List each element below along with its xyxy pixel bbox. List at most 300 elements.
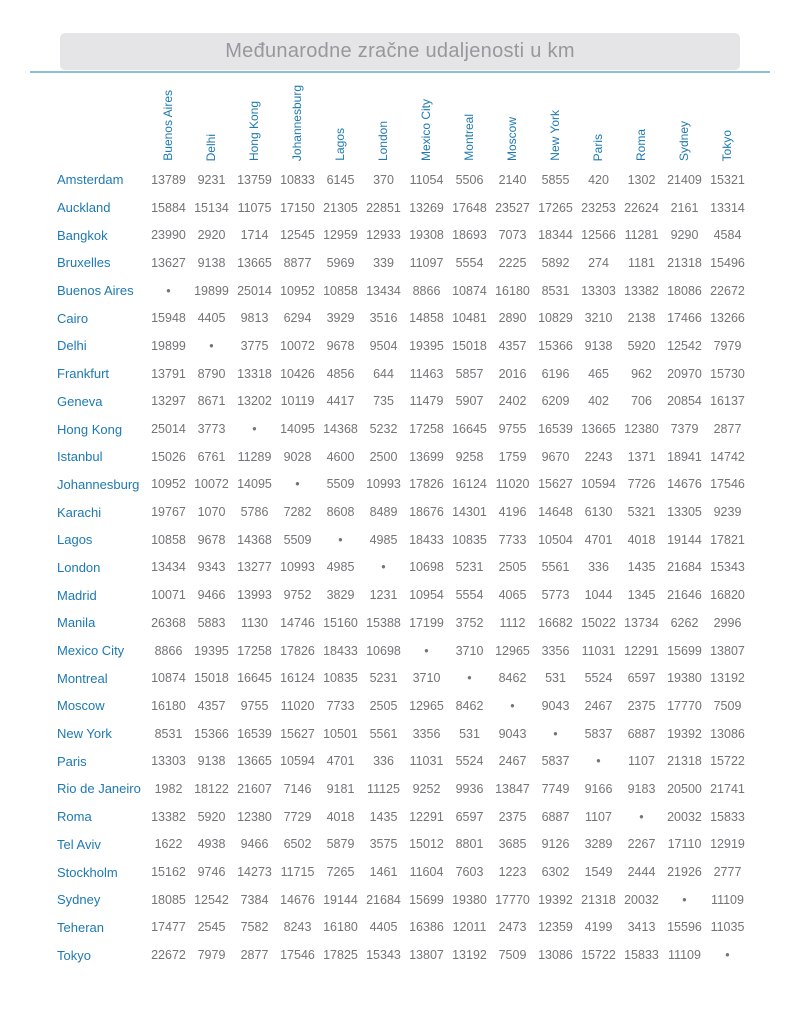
distance-cell: 5509 xyxy=(326,477,355,492)
distance-cell: 7146 xyxy=(283,781,312,796)
distance-cell: 20032 xyxy=(624,892,659,907)
distance-cell: 5554 xyxy=(455,588,484,603)
distance-cell: 339 xyxy=(373,255,394,270)
page-title-bar xyxy=(60,33,740,70)
distance-table xyxy=(57,74,749,969)
distance-cell: 6887 xyxy=(627,726,656,741)
column-header-label: Johannesburg xyxy=(290,84,304,161)
self-distance-bullet: • xyxy=(596,754,601,769)
distance-cell: 16180 xyxy=(495,283,530,298)
distance-cell: 9755 xyxy=(240,698,269,713)
distance-cell: 2375 xyxy=(498,809,527,824)
distance-cell: 9181 xyxy=(326,781,355,796)
distance-cell: 11031 xyxy=(581,643,616,658)
distance-cell: 3710 xyxy=(455,643,484,658)
distance-cell: 9755 xyxy=(498,422,527,437)
distance-cell: 13086 xyxy=(710,726,745,741)
distance-cell: 14676 xyxy=(280,892,315,907)
distance-cell: 7729 xyxy=(283,809,312,824)
distance-cell: 9504 xyxy=(369,338,398,353)
table-row xyxy=(57,637,749,665)
distance-cell: 2473 xyxy=(498,920,527,935)
distance-cell: 15833 xyxy=(710,809,745,824)
column-header-cell xyxy=(147,74,190,166)
column-header-label: Mexico City xyxy=(419,98,433,161)
distance-cell: 13665 xyxy=(581,422,616,437)
distance-cell: 13789 xyxy=(151,172,186,187)
distance-cell: 6145 xyxy=(326,172,355,187)
distance-cell: 20854 xyxy=(667,394,702,409)
distance-cell: 9670 xyxy=(541,449,570,464)
column-header-label: Hong Kong xyxy=(247,100,261,161)
distance-cell: 4701 xyxy=(326,754,355,769)
distance-cell: 17258 xyxy=(237,643,272,658)
distance-cell: 19767 xyxy=(151,505,186,520)
distance-cell: 17770 xyxy=(667,698,702,713)
distance-cell: 2267 xyxy=(627,837,656,852)
distance-cell: 1435 xyxy=(369,809,398,824)
distance-cell: 21318 xyxy=(667,754,702,769)
distance-cell: 3775 xyxy=(240,338,269,353)
distance-cell: 1549 xyxy=(584,865,613,880)
distance-cell: 5524 xyxy=(584,671,613,686)
column-header-label: Montreal xyxy=(462,114,476,161)
distance-cell: 11035 xyxy=(710,920,745,935)
table-row xyxy=(57,581,749,609)
distance-cell: 10993 xyxy=(280,560,315,575)
column-header-cell xyxy=(319,74,362,166)
distance-cell: 15627 xyxy=(280,726,315,741)
distance-cell: 8462 xyxy=(498,671,527,686)
distance-cell: 17826 xyxy=(280,643,315,658)
distance-cell: 3516 xyxy=(369,311,398,326)
distance-cell: 9466 xyxy=(197,588,226,603)
self-distance-bullet: • xyxy=(467,671,472,686)
distance-cell: 15366 xyxy=(538,338,573,353)
distance-cell: 20970 xyxy=(667,366,702,381)
distance-cell: 531 xyxy=(545,671,566,686)
distance-cell: 10833 xyxy=(280,172,315,187)
distance-cell: 10072 xyxy=(194,477,229,492)
distance-cell: 9138 xyxy=(584,338,613,353)
self-distance-bullet: • xyxy=(510,698,515,713)
distance-cell: 12011 xyxy=(452,920,487,935)
distance-cell: 15722 xyxy=(581,948,616,963)
distance-cell: 9138 xyxy=(197,754,226,769)
distance-cell: 12380 xyxy=(624,422,659,437)
column-header-cell xyxy=(706,74,749,166)
distance-cell: 4357 xyxy=(197,698,226,713)
distance-cell: 10993 xyxy=(366,477,401,492)
distance-cell: 13277 xyxy=(237,560,272,575)
distance-cell: 14368 xyxy=(237,532,272,547)
distance-cell: 3752 xyxy=(455,615,484,630)
distance-cell: 15343 xyxy=(366,948,401,963)
distance-cell: 14273 xyxy=(237,865,272,880)
table-row xyxy=(57,858,749,886)
distance-cell: 18086 xyxy=(667,283,702,298)
distance-cell: 22672 xyxy=(710,283,745,298)
distance-cell: 6597 xyxy=(627,671,656,686)
distance-cell: 13086 xyxy=(538,948,573,963)
row-label: Lagos xyxy=(57,532,93,548)
distance-cell: 10698 xyxy=(409,560,444,575)
distance-cell: 14095 xyxy=(237,477,272,492)
distance-cell: 10835 xyxy=(323,671,358,686)
distance-cell: 16539 xyxy=(237,726,272,741)
distance-cell: 9028 xyxy=(283,449,312,464)
distance-cell: 13665 xyxy=(237,754,272,769)
distance-cell: 16180 xyxy=(323,920,358,935)
distance-cell: 7603 xyxy=(455,865,484,880)
distance-cell: 23527 xyxy=(495,200,530,215)
distance-cell: 4018 xyxy=(627,532,656,547)
distance-cell: 8462 xyxy=(455,698,484,713)
distance-cell: 7726 xyxy=(627,477,656,492)
distance-cell: 8801 xyxy=(455,837,484,852)
distance-cell: 6262 xyxy=(670,615,699,630)
table-row xyxy=(57,498,749,526)
distance-cell: 6294 xyxy=(283,311,312,326)
distance-cell: 15343 xyxy=(710,560,745,575)
distance-cell: 13847 xyxy=(495,781,530,796)
distance-cell: 4065 xyxy=(498,588,527,603)
distance-cell: 1982 xyxy=(154,781,183,796)
row-label: Manila xyxy=(57,615,96,631)
row-label: Paris xyxy=(57,753,87,769)
distance-cell: 1759 xyxy=(498,449,527,464)
table-row xyxy=(57,526,749,554)
distance-cell: 11020 xyxy=(495,477,530,492)
column-header-label: Delhi xyxy=(204,133,218,161)
distance-cell: 7265 xyxy=(326,865,355,880)
distance-cell: 22672 xyxy=(151,948,186,963)
distance-cell: 19392 xyxy=(667,726,702,741)
distance-cell: 15699 xyxy=(667,643,702,658)
distance-cell: 13993 xyxy=(237,588,272,603)
distance-cell: 11031 xyxy=(409,754,444,769)
distance-cell: 15884 xyxy=(151,200,186,215)
distance-cell: 12291 xyxy=(409,809,444,824)
distance-cell: 9678 xyxy=(326,338,355,353)
distance-cell: 274 xyxy=(588,255,609,270)
table-row xyxy=(57,166,749,194)
distance-cell: 10504 xyxy=(538,532,573,547)
distance-cell: 2375 xyxy=(627,698,656,713)
distance-cell: 5892 xyxy=(541,255,570,270)
distance-cell: 5561 xyxy=(541,560,570,575)
distance-cell: 7582 xyxy=(240,920,269,935)
distance-cell: 1112 xyxy=(499,615,526,630)
distance-cell: 6761 xyxy=(197,449,226,464)
column-header-cell xyxy=(362,74,405,166)
table-row xyxy=(57,886,749,914)
distance-cell: 2877 xyxy=(713,422,742,437)
distance-cell: 9138 xyxy=(197,255,226,270)
row-label: London xyxy=(57,559,101,575)
distance-cell: 9231 xyxy=(197,172,226,187)
distance-cell: 15627 xyxy=(538,477,573,492)
distance-cell: 4985 xyxy=(369,532,398,547)
distance-cell: 17265 xyxy=(538,200,573,215)
distance-cell: 8531 xyxy=(541,283,570,298)
distance-cell: 9166 xyxy=(584,781,613,796)
row-label: Teheran xyxy=(57,919,104,935)
distance-cell: 6302 xyxy=(541,865,570,880)
distance-cell: 22624 xyxy=(624,200,659,215)
distance-cell: 7733 xyxy=(498,532,527,547)
distance-cell: 4018 xyxy=(326,809,355,824)
distance-cell: 13382 xyxy=(624,283,659,298)
distance-cell: 9466 xyxy=(240,837,269,852)
distance-cell: 10858 xyxy=(151,532,186,547)
distance-cell: 13305 xyxy=(667,505,702,520)
distance-cell: 19899 xyxy=(151,338,186,353)
distance-cell: 15596 xyxy=(667,920,702,935)
column-header-label: Roma xyxy=(634,128,648,161)
distance-cell: 12566 xyxy=(581,228,616,243)
distance-cell: 1461 xyxy=(369,865,398,880)
distance-cell: 11125 xyxy=(367,781,400,796)
distance-cell: 21318 xyxy=(667,255,702,270)
distance-cell: 19144 xyxy=(323,892,358,907)
distance-cell: 12291 xyxy=(624,643,659,658)
distance-cell: 19380 xyxy=(667,671,702,686)
distance-cell: 11020 xyxy=(280,698,315,713)
distance-cell: 15160 xyxy=(323,615,358,630)
distance-cell: 9043 xyxy=(541,698,570,713)
distance-cell: 10481 xyxy=(452,311,487,326)
distance-cell: 12380 xyxy=(237,809,272,824)
row-label: Johannesburg xyxy=(57,476,140,492)
distance-cell: 14858 xyxy=(409,311,444,326)
table-row xyxy=(57,360,749,388)
distance-cell: 5969 xyxy=(326,255,355,270)
row-label: Moscow xyxy=(57,698,105,714)
distance-cell: 21646 xyxy=(667,588,702,603)
distance-cell: 9752 xyxy=(283,588,312,603)
distance-cell: 2225 xyxy=(498,255,527,270)
distance-cell: 6130 xyxy=(584,505,613,520)
distance-cell: 15026 xyxy=(151,449,186,464)
distance-cell: 11289 xyxy=(237,449,272,464)
self-distance-bullet: • xyxy=(295,477,300,492)
column-header-cell xyxy=(190,74,233,166)
column-header-label: Buenos Aires xyxy=(161,90,175,161)
distance-cell: 10119 xyxy=(280,394,315,409)
distance-cell: 2467 xyxy=(498,754,527,769)
distance-cell: 13627 xyxy=(151,255,186,270)
distance-cell: 12542 xyxy=(194,892,229,907)
distance-cell: 11109 xyxy=(711,892,744,907)
distance-cell: 17648 xyxy=(452,200,487,215)
distance-cell: 25014 xyxy=(237,283,272,298)
distance-cell: 6597 xyxy=(455,809,484,824)
distance-cell: 4985 xyxy=(326,560,355,575)
row-label: Istanbul xyxy=(57,449,103,465)
distance-cell: 11715 xyxy=(280,865,315,880)
distance-cell: 2500 xyxy=(369,449,398,464)
distance-cell: 8531 xyxy=(154,726,183,741)
self-distance-bullet: • xyxy=(553,726,558,741)
self-distance-bullet: • xyxy=(682,892,687,907)
distance-cell: 9239 xyxy=(713,505,742,520)
column-header-label: Paris xyxy=(591,133,605,161)
distance-cell: 15012 xyxy=(409,837,444,852)
distance-cell: 15321 xyxy=(710,172,745,187)
distance-cell: 12545 xyxy=(280,228,315,243)
distance-cell: 5883 xyxy=(197,615,226,630)
table-row xyxy=(57,720,749,748)
distance-cell: 16137 xyxy=(710,394,745,409)
distance-cell: 2140 xyxy=(498,172,527,187)
distance-cell: 4196 xyxy=(498,505,527,520)
distance-cell: 10594 xyxy=(280,754,315,769)
distance-cell: 7979 xyxy=(197,948,226,963)
distance-cell: 5855 xyxy=(541,172,570,187)
distance-cell: 531 xyxy=(459,726,480,741)
distance-cell: 17546 xyxy=(710,477,745,492)
distance-cell: 3829 xyxy=(326,588,355,603)
distance-cell: 10426 xyxy=(280,366,315,381)
distance-cell: 18122 xyxy=(194,781,229,796)
distance-cell: 15162 xyxy=(151,865,186,880)
row-label: Rio de Janeiro xyxy=(57,781,141,797)
row-label: New York xyxy=(57,726,112,742)
distance-cell: 11604 xyxy=(409,865,444,880)
distance-cell: 5920 xyxy=(627,338,656,353)
table-row xyxy=(57,831,749,859)
distance-cell: 19392 xyxy=(538,892,573,907)
table-row xyxy=(57,249,749,277)
distance-cell: 18085 xyxy=(151,892,186,907)
distance-cell: 14301 xyxy=(452,505,487,520)
table-row xyxy=(57,221,749,249)
row-label: Sydney xyxy=(57,892,101,908)
distance-cell: 8671 xyxy=(197,394,226,409)
table-row xyxy=(57,443,749,471)
distance-cell: 15018 xyxy=(194,671,229,686)
distance-cell: 5907 xyxy=(455,394,484,409)
distance-cell: 2505 xyxy=(369,698,398,713)
self-distance-bullet: • xyxy=(338,532,343,547)
distance-cell: 19380 xyxy=(452,892,487,907)
distance-cell: 11075 xyxy=(237,200,272,215)
distance-cell: 12933 xyxy=(366,228,401,243)
distance-cell: 12919 xyxy=(710,837,745,852)
distance-cell: 17258 xyxy=(409,422,444,437)
row-label: Stockholm xyxy=(57,864,118,880)
table-row xyxy=(57,304,749,332)
distance-cell: 20500 xyxy=(667,781,702,796)
table-row xyxy=(57,609,749,637)
distance-cell: 2467 xyxy=(584,698,613,713)
column-header-label: London xyxy=(376,120,390,161)
distance-cell: 5857 xyxy=(455,366,484,381)
distance-cell: 6502 xyxy=(283,837,312,852)
column-header-label: Lagos xyxy=(333,128,347,161)
table-row xyxy=(57,277,749,305)
distance-cell: 16124 xyxy=(280,671,315,686)
distance-cell: 5879 xyxy=(326,837,355,852)
distance-cell: 7979 xyxy=(713,338,742,353)
column-header-cell xyxy=(405,74,448,166)
distance-cell: 735 xyxy=(373,394,394,409)
distance-cell: 7073 xyxy=(498,228,527,243)
distance-cell: 1070 xyxy=(197,505,226,520)
column-header-cell xyxy=(491,74,534,166)
distance-cell: 19308 xyxy=(409,228,444,243)
distance-cell: 706 xyxy=(631,394,652,409)
distance-cell: 14648 xyxy=(538,505,573,520)
distance-cell: 15366 xyxy=(194,726,229,741)
distance-cell: 17825 xyxy=(323,948,358,963)
distance-cell: 6196 xyxy=(541,366,570,381)
column-header-cell xyxy=(448,74,491,166)
table-row xyxy=(57,194,749,222)
distance-cell: 7733 xyxy=(326,698,355,713)
distance-cell: 10829 xyxy=(538,311,573,326)
row-label: Frankfurt xyxy=(57,366,110,382)
distance-cell: 2890 xyxy=(498,311,527,326)
distance-cell: 21684 xyxy=(667,560,702,575)
distance-cell: 2877 xyxy=(240,948,269,963)
distance-cell: 370 xyxy=(373,172,394,187)
row-label: Karachi xyxy=(57,504,102,520)
distance-cell: 3773 xyxy=(197,422,226,437)
distance-cell: 16386 xyxy=(409,920,444,935)
distance-cell: 13807 xyxy=(710,643,745,658)
distance-cell: 10071 xyxy=(151,588,186,603)
distance-cell: 2402 xyxy=(498,394,527,409)
distance-cell: 11097 xyxy=(409,255,444,270)
distance-cell: 13192 xyxy=(452,948,487,963)
self-distance-bullet: • xyxy=(252,422,257,437)
distance-cell: 465 xyxy=(588,366,609,381)
distance-cell: 11479 xyxy=(409,394,444,409)
distance-cell: 10835 xyxy=(452,532,487,547)
table-row xyxy=(57,747,749,775)
distance-cell: 13699 xyxy=(409,449,444,464)
table-header xyxy=(57,74,749,166)
distance-cell: 8866 xyxy=(154,643,183,658)
column-header-label: New York xyxy=(548,110,562,161)
distance-cell: 8790 xyxy=(197,366,226,381)
distance-cell: 5524 xyxy=(455,754,484,769)
distance-cell: 1302 xyxy=(627,172,656,187)
distance-cell: 4701 xyxy=(584,532,613,547)
distance-cell: 10874 xyxy=(151,671,186,686)
distance-cell: 336 xyxy=(373,754,394,769)
distance-cell: 16682 xyxy=(538,615,573,630)
distance-cell: 18676 xyxy=(409,505,444,520)
distance-cell: 1181 xyxy=(628,255,655,270)
distance-cell: 14368 xyxy=(323,422,358,437)
distance-cell: 19144 xyxy=(667,532,702,547)
distance-cell: 2444 xyxy=(627,865,656,880)
distance-cell: 5321 xyxy=(627,505,656,520)
distance-cell: 21318 xyxy=(581,892,616,907)
distance-cell: 5232 xyxy=(369,422,398,437)
column-header-label: Moscow xyxy=(505,116,519,161)
distance-cell: 2996 xyxy=(713,615,742,630)
table-row xyxy=(57,914,749,942)
distance-cell: 9746 xyxy=(197,865,226,880)
distance-cell: 16539 xyxy=(538,422,573,437)
table-row xyxy=(57,692,749,720)
distance-cell: 13303 xyxy=(151,754,186,769)
distance-cell: 9343 xyxy=(197,560,226,575)
